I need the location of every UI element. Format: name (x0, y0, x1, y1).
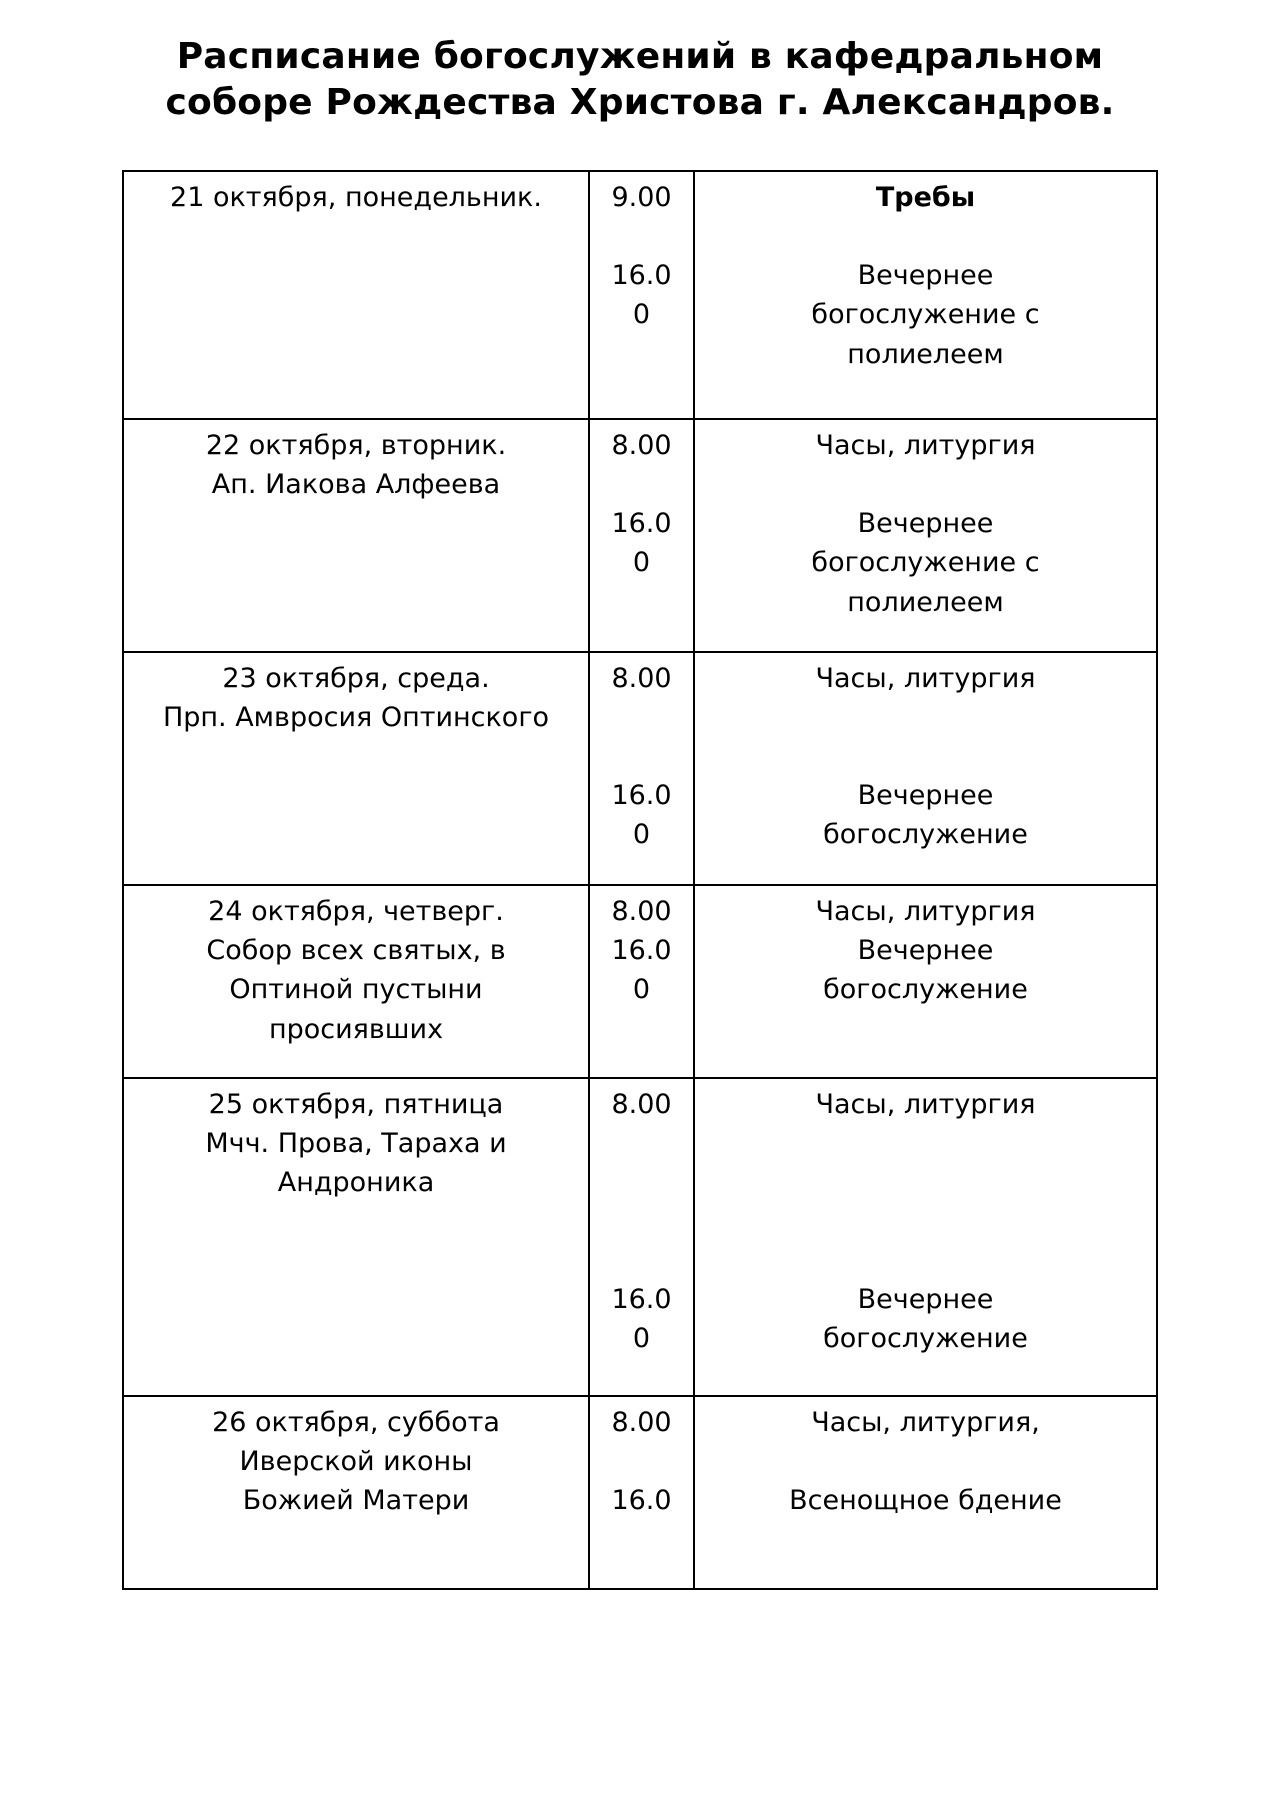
schedule-service-cell (694, 1078, 1157, 1396)
schedule-service-line: Всенощное бдение (789, 1485, 1062, 1517)
layout-spacer (699, 465, 1152, 504)
schedule-service-line: Вечернее (857, 1284, 994, 1316)
schedule-date-line: Прп. Амвросия Оптинского (162, 702, 550, 734)
schedule-date-line: 22 октября, вторник. (205, 430, 507, 462)
schedule-service-line: богослужение (823, 974, 1028, 1006)
layout-spacer (594, 1442, 689, 1481)
schedule-date-cell (123, 1078, 589, 1396)
schedule-time-cell (589, 885, 694, 1078)
schedule-time-line: 8.00 (611, 896, 672, 928)
layout-spacer (594, 465, 689, 504)
schedule-time-line: 9.00 (611, 182, 672, 214)
schedule-time-line: 16.0 (611, 260, 672, 292)
schedule-service-line: Вечернее (857, 508, 994, 540)
schedule-date-line: Андроника (277, 1167, 435, 1199)
layout-spacer (594, 1241, 689, 1280)
layout-spacer (699, 1124, 1152, 1163)
table-row (123, 419, 1157, 652)
schedule-time-line: 16.0 (611, 935, 672, 967)
schedule-service-cell (694, 652, 1157, 885)
schedule-service-line: Часы, литургия (815, 663, 1036, 695)
schedule-service-line: Вечернее (857, 260, 994, 292)
layout-spacer (699, 737, 1152, 776)
layout-spacer (594, 1124, 689, 1163)
schedule-section (30, 170, 1250, 1590)
schedule-date-line: 25 октября, пятница (208, 1089, 504, 1121)
schedule-service-line: Вечернее (857, 935, 994, 967)
schedule-service-line: богослужение с (811, 299, 1040, 331)
schedule-service-line: Требы (875, 182, 976, 214)
table-row (123, 885, 1157, 1078)
schedule-time-line: 16.0 (611, 1284, 672, 1316)
schedule-date-line: Божией Матери (242, 1485, 470, 1517)
schedule-service-line: Вечернее (857, 780, 994, 812)
schedule-date-line: 21 октября, понедельник. (170, 182, 542, 214)
schedule-service-line: полиелеем (847, 338, 1004, 370)
schedule-service-line: богослужение с (811, 547, 1040, 579)
schedule-date-line: Оптиной пустыни (229, 974, 483, 1006)
layout-spacer (594, 217, 689, 256)
schedule-time-line: 0 (632, 1323, 651, 1355)
schedule-time-cell (589, 171, 694, 419)
layout-spacer (594, 737, 689, 776)
table-row (123, 171, 1157, 419)
layout-spacer (594, 1163, 689, 1202)
layout-spacer (699, 698, 1152, 737)
schedule-time-line: 16.0 (611, 780, 672, 812)
schedule-date-line: Ап. Иакова Алфеева (211, 469, 501, 501)
schedule-time-line: 0 (632, 299, 651, 331)
table-row (123, 652, 1157, 885)
layout-spacer (594, 698, 689, 737)
schedule-service-line: Часы, литургия (815, 430, 1036, 462)
schedule-service-line: Часы, литургия (815, 896, 1036, 928)
schedule-date-cell (123, 1396, 589, 1589)
layout-spacer (594, 1202, 689, 1241)
schedule-date-cell (123, 419, 589, 652)
layout-spacer (699, 217, 1152, 256)
schedule-time-line: 8.00 (611, 1089, 672, 1121)
schedule-time-line: 16.0 (611, 508, 672, 540)
table-row (123, 1078, 1157, 1396)
schedule-service-cell (694, 1396, 1157, 1589)
schedule-date-line: Мчч. Прова, Тараха и (205, 1128, 507, 1160)
schedule-time-cell (589, 652, 694, 885)
schedule-date-line: 24 октября, четверг. (208, 896, 504, 928)
schedule-service-line: богослужение (823, 819, 1028, 851)
page-title: Расписание богослужений в кафедральном соборе Рождества Христова г. Александров. (165, 36, 1115, 124)
schedule-service-cell (694, 419, 1157, 652)
schedule-date-line: Собор всех святых, в (206, 935, 506, 967)
schedule-time-line: 16.0 (611, 1485, 672, 1517)
schedule-time-line: 0 (632, 547, 651, 579)
schedule-time-line: 8.00 (611, 663, 672, 695)
schedule-time-line: 0 (632, 974, 651, 1006)
schedule-date-line: Иверской иконы (239, 1446, 473, 1478)
schedule-table-body (123, 171, 1157, 1589)
table-row (123, 1396, 1157, 1589)
schedule-table (122, 170, 1158, 1590)
schedule-service-cell (694, 171, 1157, 419)
schedule-time-cell (589, 1078, 694, 1396)
schedule-service-cell (694, 885, 1157, 1078)
schedule-time-line: 0 (632, 819, 651, 851)
layout-spacer (699, 1241, 1152, 1280)
schedule-time-line: 8.00 (611, 1407, 672, 1439)
schedule-date-cell (123, 171, 589, 419)
schedule-service-line: богослужение (823, 1323, 1028, 1355)
schedule-time-cell (589, 1396, 694, 1589)
schedule-time-line: 8.00 (611, 430, 672, 462)
schedule-date-cell (123, 652, 589, 885)
layout-spacer (699, 1163, 1152, 1202)
schedule-service-line: Часы, литургия (815, 1089, 1036, 1121)
schedule-service-line: полиелеем (847, 586, 1004, 618)
layout-spacer (699, 1202, 1152, 1241)
schedule-date-line: 23 октября, среда. (222, 663, 490, 695)
schedule-time-cell (589, 419, 694, 652)
schedule-date-line: 26 октября, суббота (212, 1407, 500, 1439)
layout-spacer (699, 1442, 1152, 1481)
schedule-date-cell (123, 885, 589, 1078)
schedule-date-line: просиявших (268, 1013, 444, 1045)
schedule-service-line: Часы, литургия, (811, 1407, 1040, 1439)
